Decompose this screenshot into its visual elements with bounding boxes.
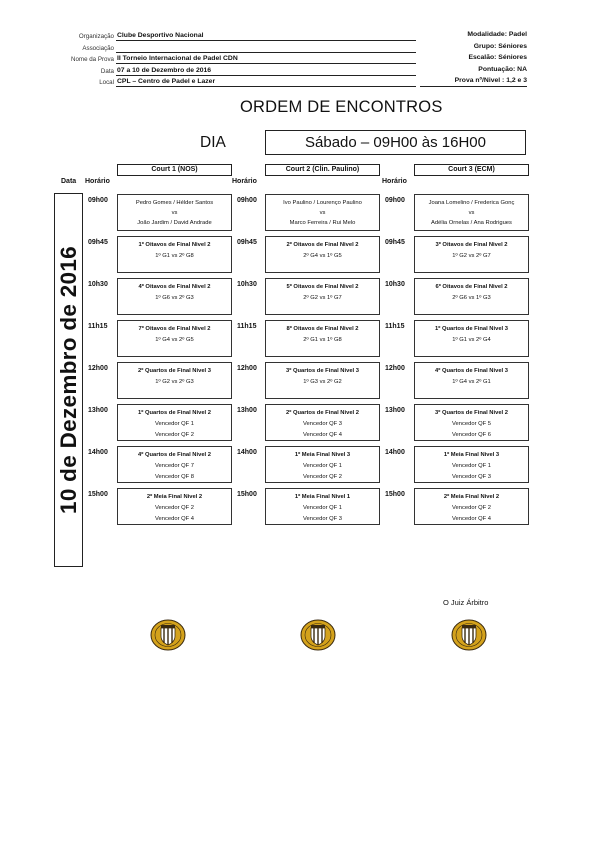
match-cell <box>117 320 232 357</box>
header-meta-item: Pontuação: NA <box>478 65 527 73</box>
slot-time: 10h30 <box>237 281 257 288</box>
slot-time: 11h15 <box>385 323 405 330</box>
match-cell <box>117 278 232 315</box>
match-line: 2º G2 vs 1º G7 <box>303 295 342 301</box>
match-line: Vencedor QF 3 <box>452 474 491 480</box>
match-line: vs <box>468 210 475 216</box>
match-line: 1º G4 vs 2º G5 <box>155 337 194 343</box>
match-title: 1º Meia Final Nivel 3 <box>294 452 351 458</box>
header-field-label: Associação <box>82 44 114 52</box>
match-line: Vencedor QF 1 <box>155 421 194 427</box>
match-line: Vencedor QF 4 <box>155 516 194 522</box>
match-line: 2º G6 vs 1º G3 <box>452 295 491 301</box>
match-cell <box>265 278 380 315</box>
match-line: Joana Lomelino / Frederica Gonç <box>428 200 515 206</box>
match-line: Vencedor QF 1 <box>452 463 491 469</box>
match-title: 3º Quartos de Final Nivel 2 <box>435 410 508 416</box>
header-field-value: Clube Desportivo Nacional <box>116 31 416 41</box>
match-line: João Jardim / David Andrade <box>137 220 212 226</box>
match-title: 2º Quartos de Final Nivel 3 <box>138 368 211 374</box>
club-crest-icon <box>300 619 336 651</box>
match-cell <box>265 362 380 399</box>
slot-time: 15h00 <box>88 491 108 498</box>
match-cell <box>414 320 529 357</box>
dia-label: DIA <box>200 134 226 151</box>
horario-column-label-2: Horário <box>232 178 257 185</box>
header-info <box>20 30 416 88</box>
match-title: 1º Meia Final Nivel 3 <box>443 452 500 458</box>
match-cell <box>117 236 232 273</box>
date-column <box>54 193 83 567</box>
slot-time: 10h30 <box>88 281 108 288</box>
match-title: 7º Oitavos de Final Nivel 2 <box>138 326 211 332</box>
match-cell <box>414 194 529 231</box>
match-title: 1º Meia Final Nivel 1 <box>294 494 351 500</box>
header-field-value: II Torneio Internacional de Padel CDN <box>116 54 416 64</box>
header-meta-item: Escalão: Séniores <box>468 54 527 61</box>
match-title: 4º Quartos de Final Nivel 3 <box>435 368 508 374</box>
data-column-label: Data <box>61 178 77 185</box>
match-cell <box>265 194 380 231</box>
match-line: 1º G4 vs 2º G1 <box>452 379 491 385</box>
match-line: Vencedor QF 3 <box>303 516 342 522</box>
slot-time: 12h00 <box>88 365 108 372</box>
match-line: Vencedor QF 4 <box>303 432 342 438</box>
slot-time: 09h00 <box>237 197 257 204</box>
match-cell <box>265 488 380 525</box>
slot-time: 14h00 <box>237 449 257 456</box>
header-row <box>20 76 416 87</box>
slot-time: 12h00 <box>385 365 405 372</box>
match-line: 1º G2 vs 2º G3 <box>155 379 194 385</box>
slot-time: 10h30 <box>385 281 405 288</box>
referee-label: O Juiz Árbitro <box>443 598 489 607</box>
match-cell <box>414 278 529 315</box>
court-1-header: Court 1 (NOS) <box>117 164 232 176</box>
slot-time: 09h45 <box>88 239 108 246</box>
slot-time: 13h00 <box>88 407 108 414</box>
header-meta <box>420 30 527 88</box>
slot-time: 09h45 <box>385 239 405 246</box>
slot-time: 09h00 <box>88 197 108 204</box>
match-title: 2º Quartos de Final Nivel 2 <box>286 410 359 416</box>
match-line: Marco Ferreira / Rui Melo <box>289 220 356 226</box>
match-line: vs <box>319 210 326 216</box>
header-field-label: Organização <box>78 33 114 40</box>
slot-time: 14h00 <box>88 449 108 456</box>
match-line: 2º G1 vs 1º G8 <box>303 337 342 343</box>
match-line: Adélia Ornelas / Ana Rodrigues <box>431 220 512 226</box>
match-title: 1º Oitavos de Final Nivel 2 <box>138 242 211 248</box>
match-title: 8º Oitavos de Final Nivel 2 <box>286 326 359 332</box>
match-cell <box>414 404 529 441</box>
match-cell <box>117 446 232 483</box>
slot-time: 09h45 <box>237 239 257 246</box>
header-row <box>20 53 416 64</box>
match-line: Vencedor QF 2 <box>155 505 194 511</box>
match-title: 6º Oitavos de Final Nivel 2 <box>435 284 508 290</box>
match-title: 2º Meia Final Nivel 2 <box>443 494 500 500</box>
match-cell <box>117 488 232 525</box>
slot-time: 12h00 <box>237 365 257 372</box>
match-title: 3º Quartos de Final Nivel 3 <box>286 368 359 374</box>
match-line: Vencedor QF 1 <box>303 463 342 469</box>
match-line: Vencedor QF 2 <box>155 432 194 438</box>
slot-time: 13h00 <box>237 407 257 414</box>
match-line: Vencedor QF 6 <box>452 432 491 438</box>
match-title: 4º Oitavos de Final Nivel 2 <box>138 284 211 290</box>
header-row <box>20 42 416 53</box>
header-meta-item: Grupo: Séniores <box>473 42 527 50</box>
slot-time: 15h00 <box>385 491 405 498</box>
slot-time: 11h15 <box>237 323 257 330</box>
header-field-label: Local <box>99 79 114 86</box>
match-line: 1º G1 vs 2º G4 <box>452 337 491 343</box>
slot-time: 14h00 <box>385 449 405 456</box>
match-line: Vencedor QF 1 <box>303 505 342 511</box>
horario-column-label-3: Horário <box>382 178 407 185</box>
header-field-label: Nome da Prova <box>71 56 114 63</box>
slot-time: 11h15 <box>88 323 108 330</box>
court-3-header: Court 3 (ECM) <box>414 164 529 176</box>
date-vertical-text: 10 de Dezembro de 2016 <box>55 246 81 514</box>
match-title: 3º Oitavos de Final Nivel 2 <box>435 242 508 248</box>
header-row <box>20 30 416 41</box>
match-cell <box>414 236 529 273</box>
match-title: 1º Quartos de Final Nivel 2 <box>138 410 211 416</box>
header-meta-item: Modalidade: Padel <box>467 31 527 38</box>
match-cell <box>414 446 529 483</box>
header-field-value: 07 a 10 de Dezembro de 2016 <box>116 66 416 76</box>
header-meta-item: Prova nº/Nivel : 1,2 e 3 <box>420 76 527 87</box>
match-line: 2º G4 vs 1º G5 <box>303 253 342 259</box>
match-cell <box>265 446 380 483</box>
match-title: 2º Meia Final Nivel 2 <box>146 494 203 500</box>
match-line: Vencedor QF 4 <box>452 516 491 522</box>
match-line: Ivo Paulino / Lourenço Paulino <box>283 200 362 206</box>
match-cell <box>117 362 232 399</box>
match-line: 1º G3 vs 2º G2 <box>303 379 342 385</box>
match-cell <box>265 404 380 441</box>
header-field-value: CPL – Centro de Padel e Lazer <box>116 77 416 87</box>
match-line: Vencedor QF 2 <box>303 474 342 480</box>
match-title: 2º Oitavos de Final Nivel 2 <box>286 242 359 248</box>
match-cell <box>117 404 232 441</box>
match-title: 1º Quartos de Final Nivel 3 <box>435 326 508 332</box>
match-line: Vencedor QF 7 <box>155 463 194 469</box>
match-line: vs <box>171 210 178 216</box>
match-line: Vencedor QF 3 <box>303 421 342 427</box>
match-line: 1º G1 vs 2º G8 <box>155 253 194 259</box>
slot-time: 15h00 <box>237 491 257 498</box>
club-crest-icon <box>150 619 186 651</box>
header-field-label: Data <box>100 67 114 75</box>
match-title: 5º Oitavos de Final Nivel 2 <box>286 284 359 290</box>
header-row <box>20 65 416 76</box>
club-crest-icon <box>451 619 487 651</box>
match-line: Vencedor QF 5 <box>452 421 491 427</box>
match-line: 1º G2 vs 2º G7 <box>452 253 491 259</box>
match-cell <box>414 362 529 399</box>
match-cell <box>117 194 232 231</box>
match-line: Vencedor QF 8 <box>155 474 194 480</box>
court-2-header: Court 2 (Clin. Paulino) <box>265 164 380 176</box>
match-line: Vencedor QF 2 <box>452 505 491 511</box>
slot-time: 13h00 <box>385 407 405 414</box>
page-title: ORDEM DE ENCONTROS <box>240 98 443 116</box>
day-schedule-box: Sábado – 09H00 às 16H00 <box>265 130 526 155</box>
match-cell <box>414 488 529 525</box>
slot-time: 09h00 <box>385 197 405 204</box>
match-cell <box>265 320 380 357</box>
match-line: 1º G6 vs 2º G3 <box>155 295 194 301</box>
match-title: 4º Quartos de Final Nivel 2 <box>138 452 211 458</box>
match-line: Pedro Gomes / Hélder Santos <box>135 200 214 206</box>
horario-column-label-1: Horário <box>85 178 110 185</box>
match-cell <box>265 236 380 273</box>
header-field-value <box>116 52 416 53</box>
